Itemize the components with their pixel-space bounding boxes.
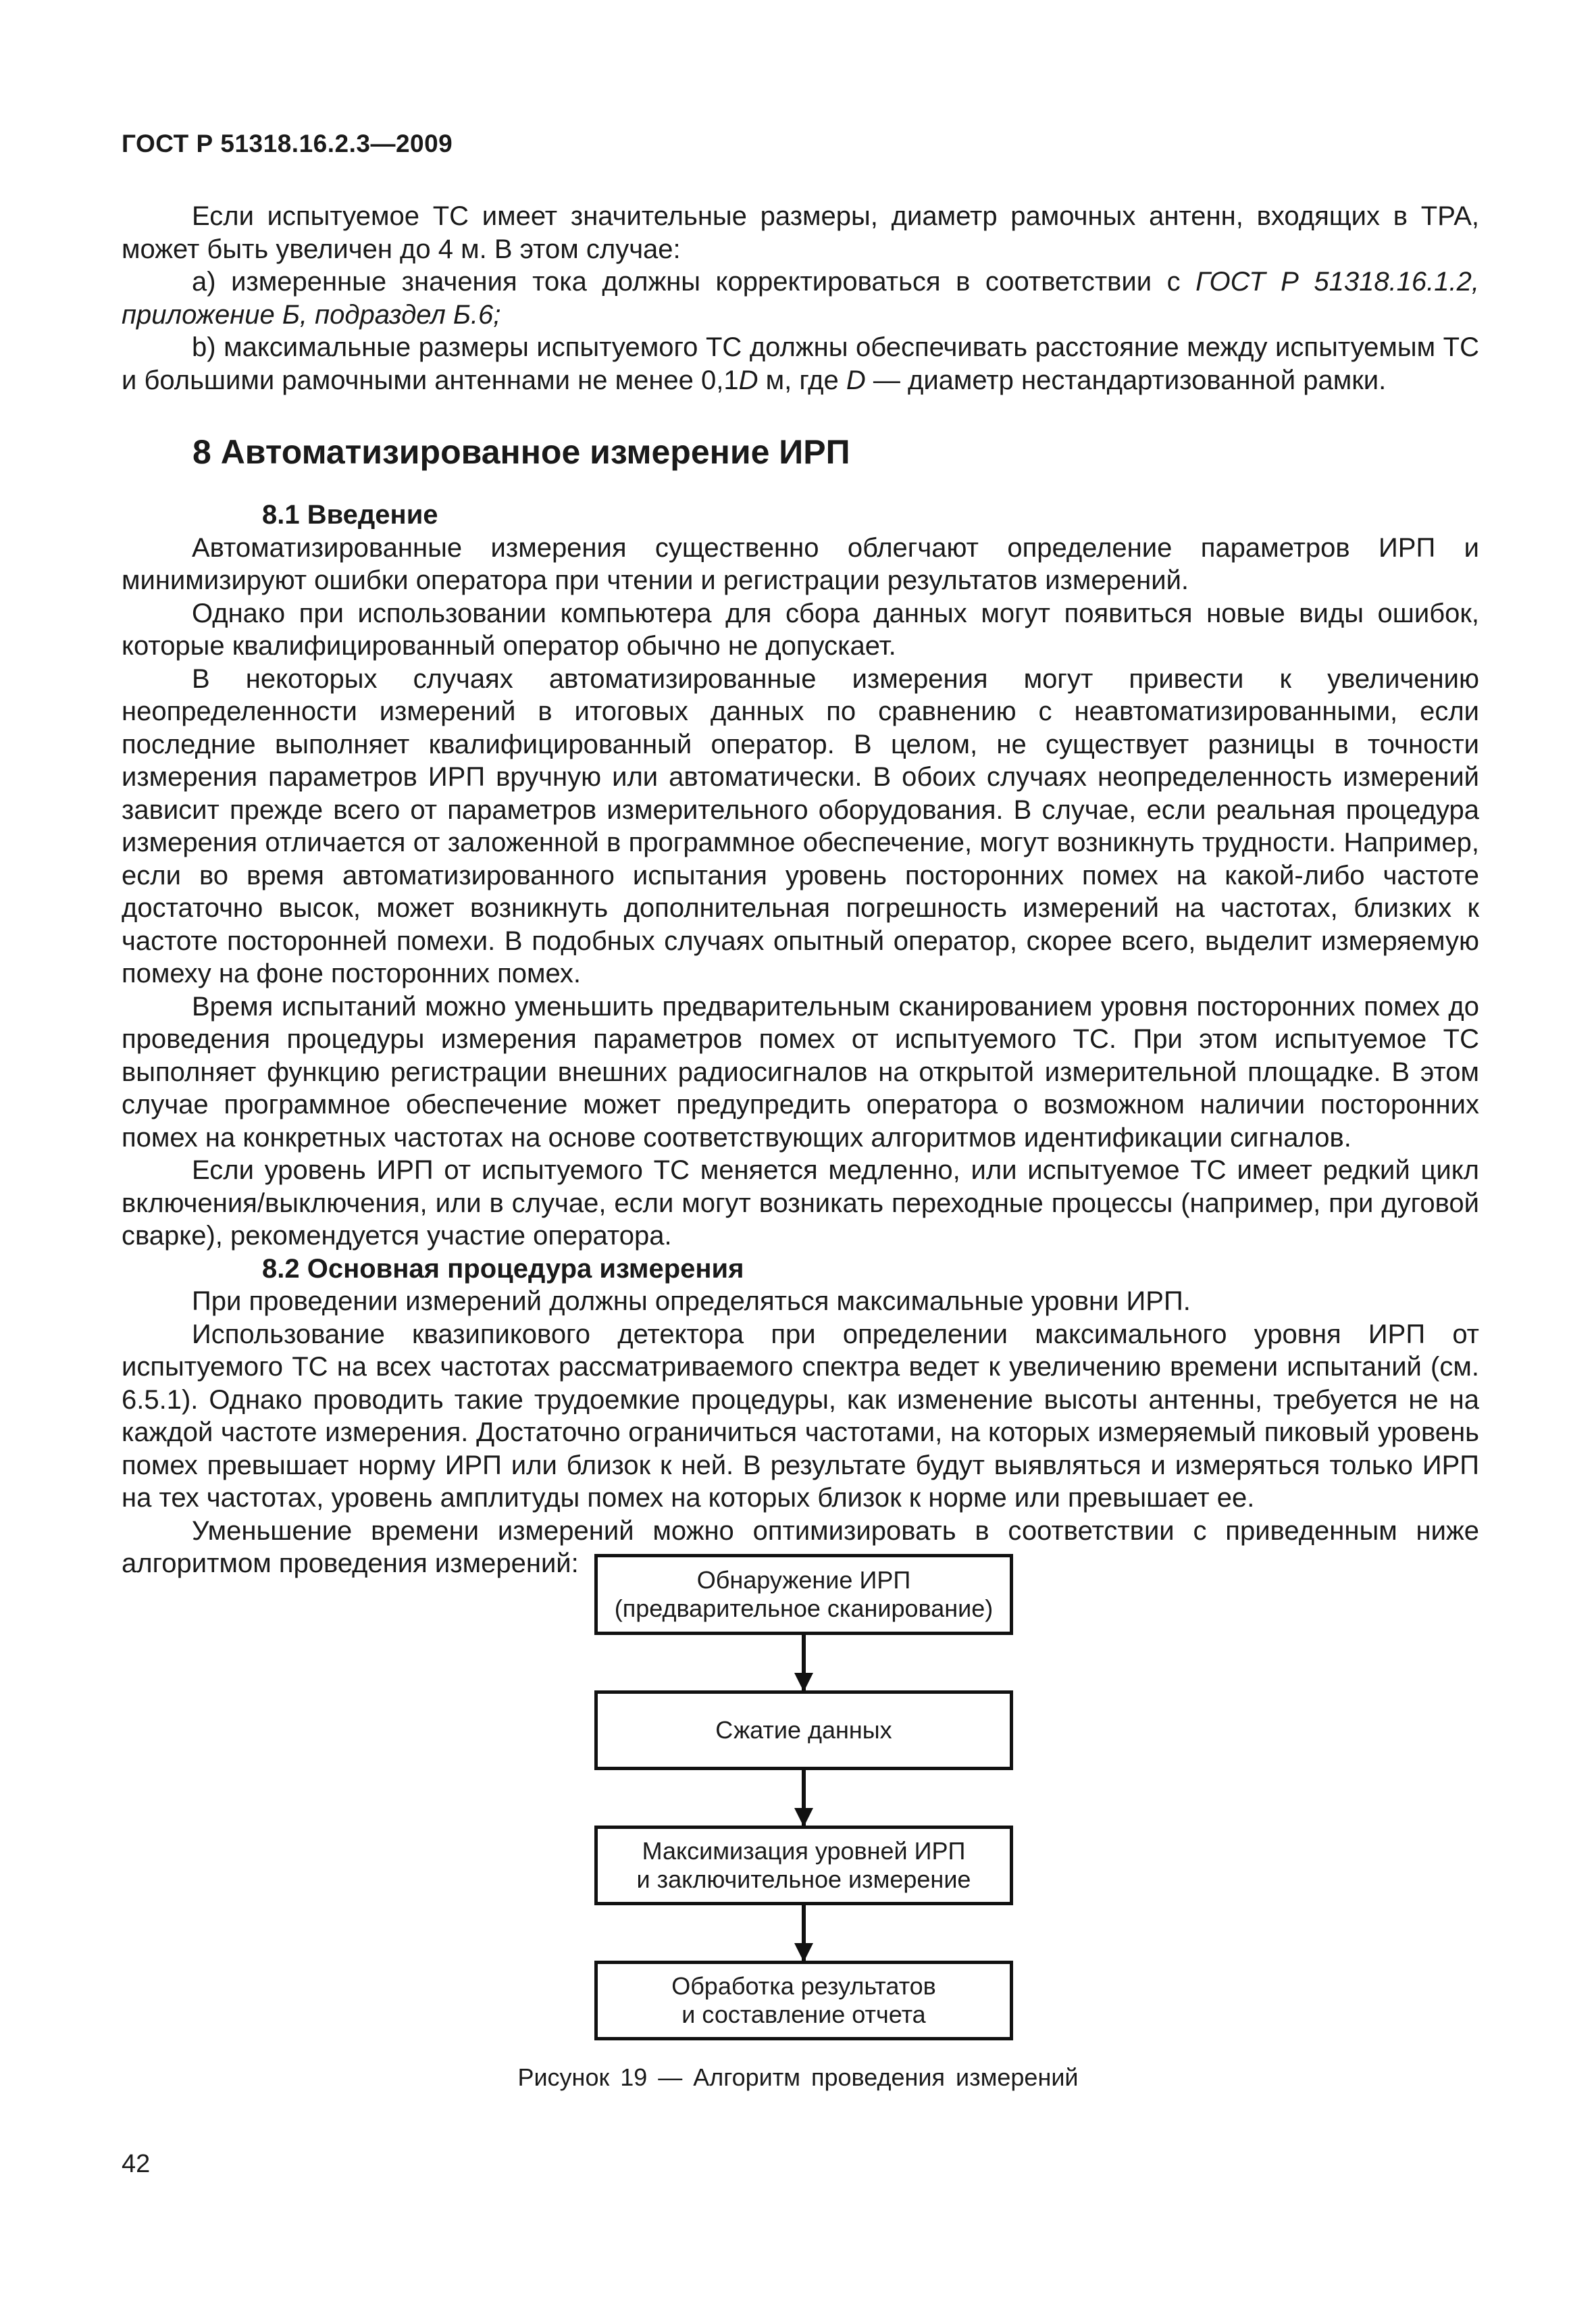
- paragraph: Использование квазипикового детектора при определении максимального уровня ИРП от испытуемого ТС на всех частотах рассматриваемого спектра ведет к увеличению времени испытаний (см. 6.5.1). Однако проводить такие трудоемкие процедуры, как изменение высоты антенны, требуется не на каждой частоте измерения. Достаточно ограничиться частотами, на которых измеряемый пиковый уровень помех превышает норму ИРП или близок к ней. В результате будут выявляться и измеряться только ИРП на тех частотах, уровень амплитуды помех на которых близок к норме или превышает ее.: [122, 1319, 1479, 1513]
- subsection-heading-8-2: 8.2 Основная процедура измерения: [262, 1253, 744, 1284]
- intro-block: [122, 200, 1479, 397]
- page-number: 42: [122, 2150, 151, 2178]
- flowchart-arrow: [802, 1905, 806, 1961]
- paragraph: Уменьшение времени измерений можно оптимизировать в соответствии с приведенным ниже алгоритмом проведения измерений:: [122, 1515, 1479, 1578]
- list-item-b-text-1: b) максимальные размеры испытуемого ТС должны обеспечивать расстояние между испытуемым ТС и большими рамочными антеннами не менее 0,1: [122, 332, 1479, 395]
- subsection-heading-8-1: 8.1 Введение: [262, 500, 438, 530]
- list-item-b-text-3: — диаметр нестандартизованной рамки.: [865, 365, 1387, 395]
- list-item-b: [122, 331, 1479, 397]
- section-body: [122, 499, 1479, 1580]
- flowchart-step-label: и составление отчета: [681, 2001, 926, 2028]
- list-item-b-text-2: м, где: [758, 365, 846, 395]
- flowchart-step-label: Обнаружение ИРП: [696, 1566, 911, 1594]
- paragraph: В некоторых случаях автоматизированные измерения могут привести к увеличению неопределенности измерений в итоговых данных по сравнению с неавтоматизированными, если последние выполняет квалифицированный оператор. В целом, не существует разницы в точности измерения параметров ИРП вручную или автоматически. В обоих случаях неопределенность измерений зависит прежде всего от параметров измерительного оборудования. В случае, если реальная процедура измерения отличается от заложенной в программное обеспечение, могут возникнуть трудности. Например, если во время автоматизированного испытания уровень посторонних помех на какой-либо частоте достаточно высок, может возникнуть дополнительная погрешность измерений на частотах, близких к частоте посторонней помехи. В подобных случаях опытный оператор, скорее всего, выделит измеряемую помеху на фоне посторонних помех.: [122, 663, 1479, 988]
- section-heading: 8 Автоматизированное измерение ИРП: [192, 433, 850, 471]
- flowchart-step-reporting: [594, 1961, 1013, 2040]
- flowchart-step-maximization: [594, 1826, 1013, 1905]
- document-header: ГОСТ Р 51318.16.2.3—2009: [122, 130, 453, 157]
- list-item-a-text: а) измеренные значения тока должны корректироваться в соответствии с: [192, 267, 1196, 297]
- paragraph: При проведении измерений должны определяться максимальные уровни ИРП.: [192, 1286, 1191, 1316]
- paragraph: Время испытаний можно уменьшить предварительным сканированием уровня посторонних помех до проведения процедуры измерения параметров помех от испытуемого ТС. При этом испытуемое ТС выполняет функцию регистрации внешних радиосигналов на открытой измерительной площадке. В этом случае программное обеспечение может предупредить оператора о возможном наличии посторонних помех на конкретных частотах на основе соответствующих алгоритмов идентификации сигналов.: [122, 991, 1479, 1153]
- flowchart-step-label: (предварительное сканирование): [614, 1594, 994, 1622]
- flowchart-arrow: [802, 1635, 806, 1690]
- flowchart-step-label: Сжатие данных: [715, 1716, 892, 1744]
- flowchart-step-label: Максимизация уровней ИРП: [642, 1837, 966, 1865]
- flowchart-step-detection: [594, 1554, 1013, 1635]
- intro-paragraph: Если испытуемое ТС имеет значительные размеры, диаметр рамочных антенн, входящих в ТРА, может быть увеличен до 4 м. В этом случае:: [122, 201, 1479, 264]
- flowchart-step-label: и заключительное измерение: [636, 1865, 971, 1893]
- figure-caption: Рисунок 19 — Алгоритм проведения измерений: [517, 2063, 1079, 2091]
- paragraph: Если уровень ИРП от испытуемого ТС меняется медленно, или испытуемое ТС имеет редкий цикл включения/выключения, или в случае, если могут возникать переходные процессы (например, при дуговой сварке), рекомендуется участие оператора.: [122, 1155, 1479, 1251]
- flowchart-step-label: Обработка результатов: [671, 1972, 936, 2000]
- paragraph: Автоматизированные измерения существенно облегчают определение параметров ИРП и минимизируют ошибки оператора при чтении и регистрации результатов измерений.: [122, 532, 1479, 595]
- variable-d: D: [846, 365, 866, 395]
- standard-reference: ГОСТ Р 51318.16.1.2, приложение Б, подраздел Б.6;: [122, 267, 1480, 330]
- list-item-a: [122, 266, 1479, 331]
- variable-d: D: [738, 365, 758, 395]
- flowchart-diagram: [594, 1554, 1027, 2047]
- flowchart-arrow: [802, 1770, 806, 1826]
- paragraph: Однако при использовании компьютера для сбора данных могут появиться новые виды ошибок, которые квалифицированный оператор обычно не допускает.: [122, 598, 1479, 661]
- flowchart-step-compression: [594, 1690, 1013, 1770]
